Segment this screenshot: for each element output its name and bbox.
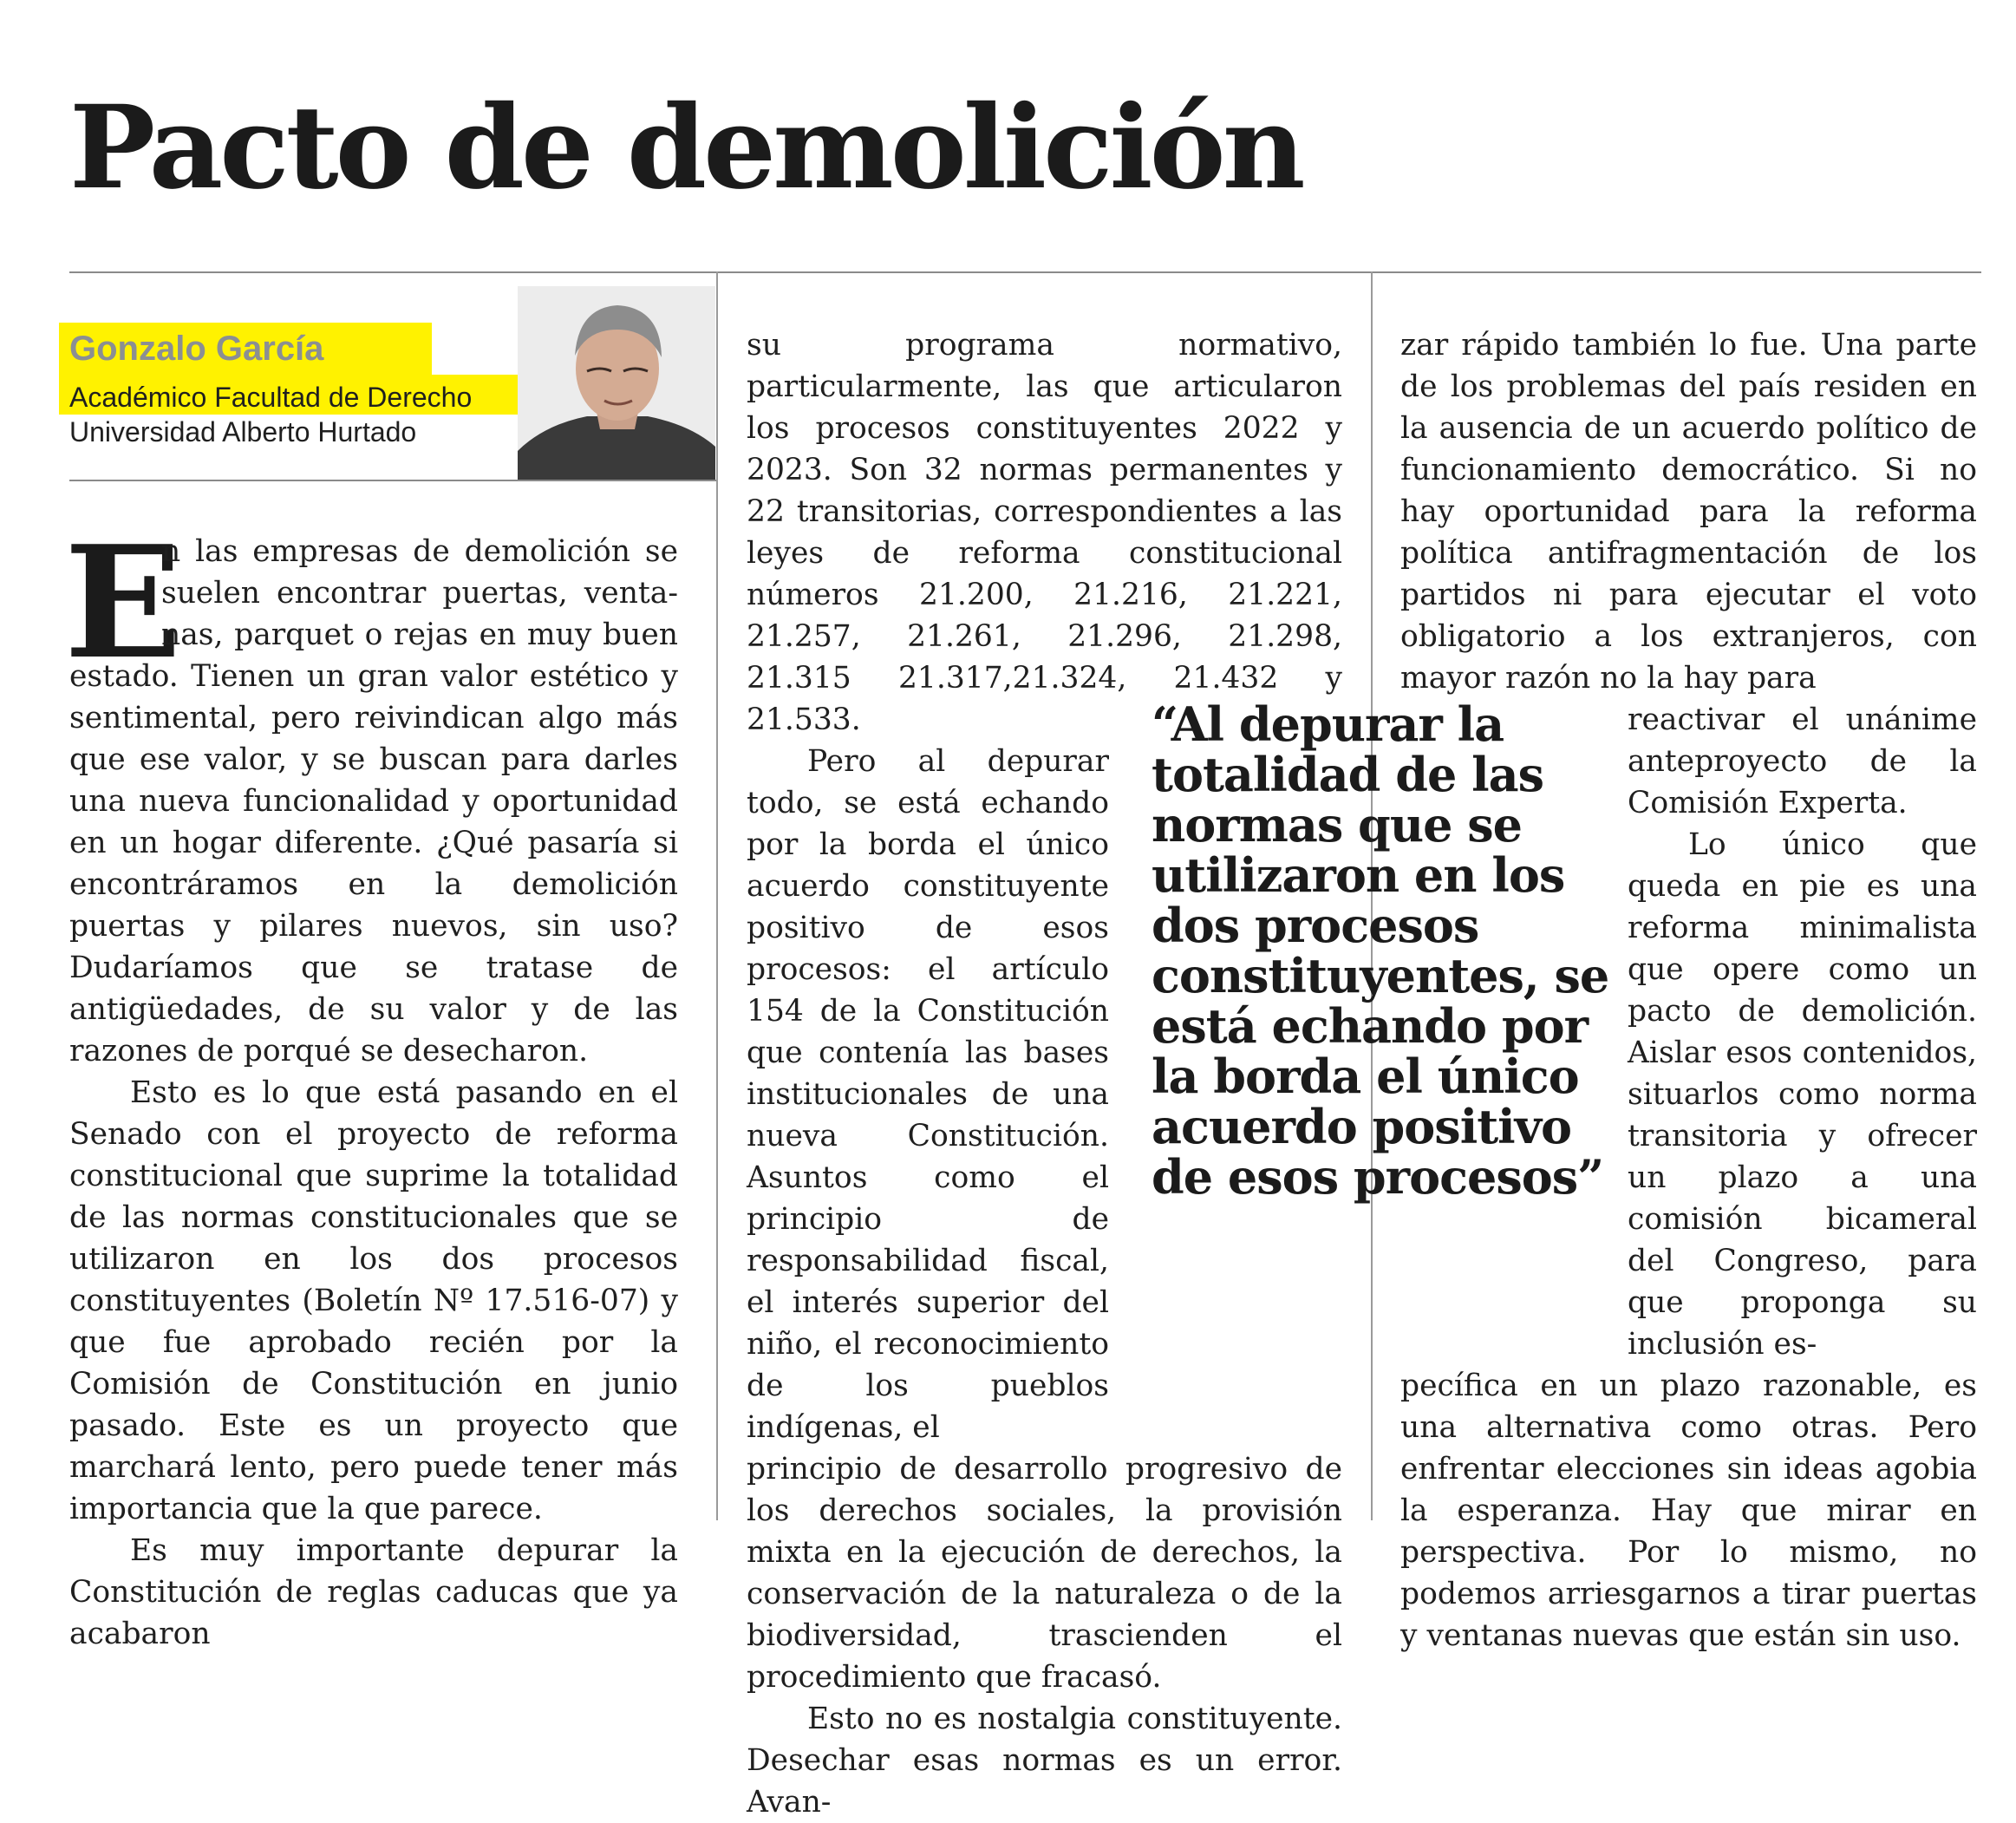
text-line: suelen encontrar puertas, venta- bbox=[161, 576, 678, 611]
paragraph: zar rápido también lo fue. Una parte de los problemas del país residen en la ausencia de un acuerdo político de funcionamiento democrático. Si no hay oportunidad para la reforma política antifragmentación de los partidos ni para ejecutar el voto obligatorio a los extranjeros, con mayor razón no la hay para bbox=[1400, 328, 1977, 696]
author-name: Gonzalo García bbox=[69, 330, 324, 368]
paragraph: estado. Tienen un gran valor estético y sentimental, pero reivindican algo más que ese valor, y se buscan para darles una nueva funcionalidad y oportunidad en un hogar diferente. ¿Qué pasaría si encontráramos en la demolición puertas y pilares nuevos, sin uso? Dudaríamos que se tratase de antigüedades, de su valor y de las razones de porqué se desecharon. bbox=[69, 659, 678, 1068]
column-1 bbox=[69, 531, 678, 1655]
author-role: Académico Facultad de Derecho bbox=[69, 382, 473, 413]
pull-quote: “Al depurar la totalidad de las normas que se utilizaron en los dos procesos constituyentes, se está echando por la borda el único acuerdo positivo de esos procesos” bbox=[1152, 696, 1609, 1205]
paragraph: Esto no es nostalgia constituyente. Desechar esas normas es un error. Avan- bbox=[747, 1702, 1342, 1820]
paragraph: Pero al depurar todo, se está echando por la borda el único acuerdo constituyente positivo de esos procesos: el artículo 154 de la Constitución que contenía las bases institucionales de una nueva Constitución. Asuntos como el principio de responsabilidad fiscal, el interés superior del niño, el reconocimiento de los pueblos indígenas, el bbox=[747, 744, 1109, 1445]
pullquote-wrap bbox=[1628, 699, 1977, 1365]
author-photo bbox=[518, 286, 715, 480]
top-divider bbox=[69, 271, 1981, 273]
author-divider bbox=[69, 480, 716, 481]
paragraph: pecífica en un plazo razonable, es una alternativa como otras. Pero enfrentar elecciones sin ideas agobia la esperanza. Hay que mirar en perspectiva. Por lo mismo, no podemos arriesgarnos a tirar puertas y ventanas nuevas que están sin uso. bbox=[1400, 1369, 1977, 1653]
dropcap-wrap-lines bbox=[161, 531, 678, 656]
headline: Pacto de demolición bbox=[69, 81, 1302, 215]
paragraph: su programa normativo, particularmente, las que articularon los procesos constituyentes 2022 y 2023. Son 32 normas permanentes y 22 transitorias, correspondientes a las leyes de reforma constitucional números 21.200, 21.216, 21.221, 21.257, 21.261, 21.296, 21.298, 21.315 21.317,21.324, 21.432 y 21.533. bbox=[747, 328, 1342, 737]
paragraph: Es muy importante depurar la Constitución de reglas caducas que ya acabaron bbox=[69, 1533, 678, 1651]
paragraph: principio de desarrollo progresivo de los derechos sociales, la provisión mixta en la ejecución de derechos, la conservación de la naturaleza o de la biodiversidad, trascienden el procedimiento que fracasó. bbox=[747, 1452, 1342, 1695]
paragraph: Esto es lo que está pasando en el Senado con el proyecto de reforma constitucional que suprime la totalidad de las normas constitucionales que se utilizaron en los dos procesos constituyentes (Boletín Nº 17.516-07) y que fue aprobado recién por la Comisión de Constitución en junio pasado. Este es un proyecto que marchará lento, pero puede tener más importancia que la que parece. bbox=[69, 1075, 678, 1526]
text-line: n las empresas de demolición se bbox=[161, 534, 678, 569]
paragraph: reactivar el unánime anteproyecto de la Comisión Experta. bbox=[1628, 702, 1977, 820]
column-divider-1 bbox=[716, 271, 718, 1520]
paragraph: Lo único que queda en pie es una reforma minimalista que opere como un pacto de demolición. Aislar esos contenidos, situarlos como norma transitoria y ofrecer un plazo a una comisión bicameral del Congreso, para que proponga su inclusión es- bbox=[1628, 827, 1977, 1362]
text-line: nas, parquet o rejas en muy buen bbox=[161, 617, 678, 652]
author-university: Universidad Alberto Hurtado bbox=[69, 416, 417, 448]
drop-cap: E bbox=[64, 512, 182, 693]
